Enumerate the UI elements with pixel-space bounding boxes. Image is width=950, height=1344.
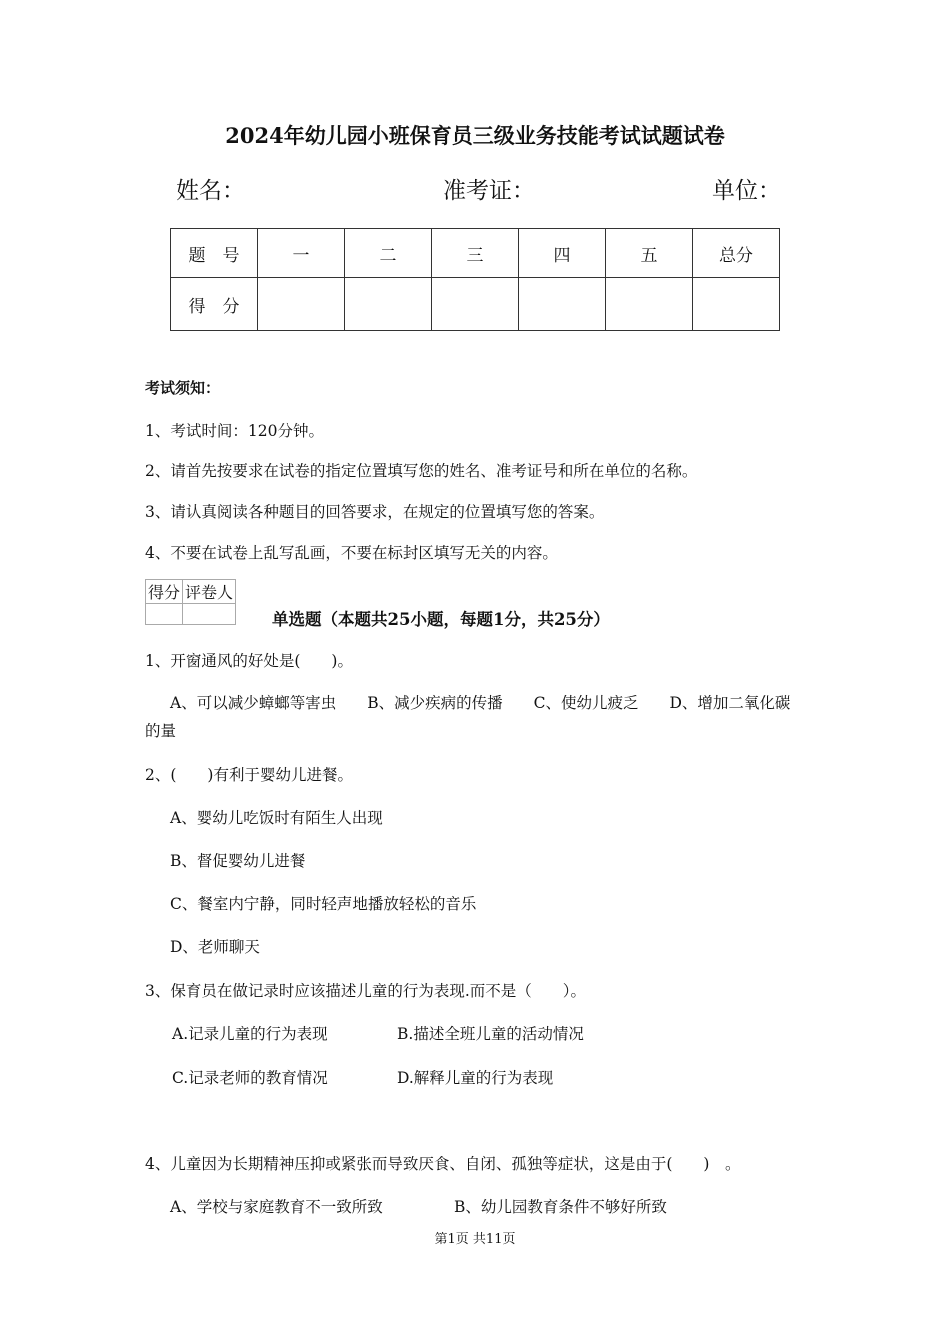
score-cell xyxy=(345,278,432,331)
score-cell xyxy=(432,278,519,331)
question-stem: 1、开窗通风的好处是( )。 xyxy=(145,652,353,670)
grader-box xyxy=(145,579,236,625)
page-title: 2024年幼儿园小班保育员三级业务技能考试试题试卷 xyxy=(225,123,725,148)
grader-reviewer-label: 评卷人 xyxy=(183,580,236,604)
score-cell: 四 xyxy=(519,229,606,278)
option-c: C、餐室内宁静，同时轻声地播放轻松的音乐 xyxy=(170,895,477,913)
section-title: 单选题（本题共25小题，每题1分，共25分） xyxy=(272,610,610,629)
option-d: D、老师聊天 xyxy=(170,938,260,956)
score-table-score-row xyxy=(171,278,780,331)
score-cell xyxy=(519,278,606,331)
option-b: B、督促婴幼儿进餐 xyxy=(170,852,306,870)
score-cell xyxy=(693,278,780,331)
score-cell xyxy=(258,278,345,331)
page-footer: 第1页 共11页 xyxy=(434,1232,516,1247)
score-cell: 总分 xyxy=(693,229,780,278)
notice-item: 2、请首先按要求在试卷的指定位置填写您的姓名、准考证号和所在单位的名称。 xyxy=(145,462,698,480)
name-label: 姓名： xyxy=(176,178,245,204)
question-stem: 4、儿童因为长期精神压抑或紧张而导致厌食、自闭、孤独等症状，这是由于( ) 。 xyxy=(145,1155,741,1173)
option-a: A、学校与家庭教育不一致所致 xyxy=(170,1198,383,1216)
question-stem: 2、( )有利于婴幼儿进餐。 xyxy=(145,766,353,784)
question-options: 的量 xyxy=(145,722,177,740)
option-a: A、婴幼儿吃饭时有陌生人出现 xyxy=(170,809,383,827)
score-cell: 一 xyxy=(258,229,345,278)
option-b: B.描述全班儿童的活动情况 xyxy=(397,1025,584,1043)
option-c: C.记录老师的教育情况 xyxy=(172,1069,328,1087)
score-table-header-row xyxy=(171,229,780,278)
grader-reviewer-cell xyxy=(183,604,236,625)
score-cell: 得 分 xyxy=(171,278,258,331)
unit-label: 单位： xyxy=(712,178,781,204)
score-cell: 二 xyxy=(345,229,432,278)
score-cell: 五 xyxy=(606,229,693,278)
notice-heading: 考试须知： xyxy=(145,379,221,397)
score-cell: 三 xyxy=(432,229,519,278)
option-b: B、幼儿园教育条件不够好所致 xyxy=(454,1198,667,1216)
exam-id-label: 准考证： xyxy=(443,178,535,204)
score-table xyxy=(170,228,780,331)
notice-item: 3、请认真阅读各种题目的回答要求，在规定的位置填写您的答案。 xyxy=(145,503,605,521)
grader-score-cell xyxy=(146,604,183,625)
option-a: A.记录儿童的行为表现 xyxy=(172,1025,328,1043)
notice-item: 4、不要在试卷上乱写乱画，不要在标封区填写无关的内容。 xyxy=(145,544,558,562)
score-cell: 题 号 xyxy=(171,229,258,278)
question-stem: 3、保育员在做记录时应该描述儿童的行为表现.而不是（ ）。 xyxy=(145,982,587,1000)
notice-item: 1、考试时间：120分钟。 xyxy=(145,422,324,440)
question-options: A、可以减少蟑螂等害虫 B、减少疾病的传播 C、使幼儿疲乏 D、增加二氧化碳 xyxy=(170,694,791,712)
option-d: D.解释儿童的行为表现 xyxy=(397,1069,554,1087)
grader-score-label: 得分 xyxy=(146,580,183,604)
score-cell xyxy=(606,278,693,331)
